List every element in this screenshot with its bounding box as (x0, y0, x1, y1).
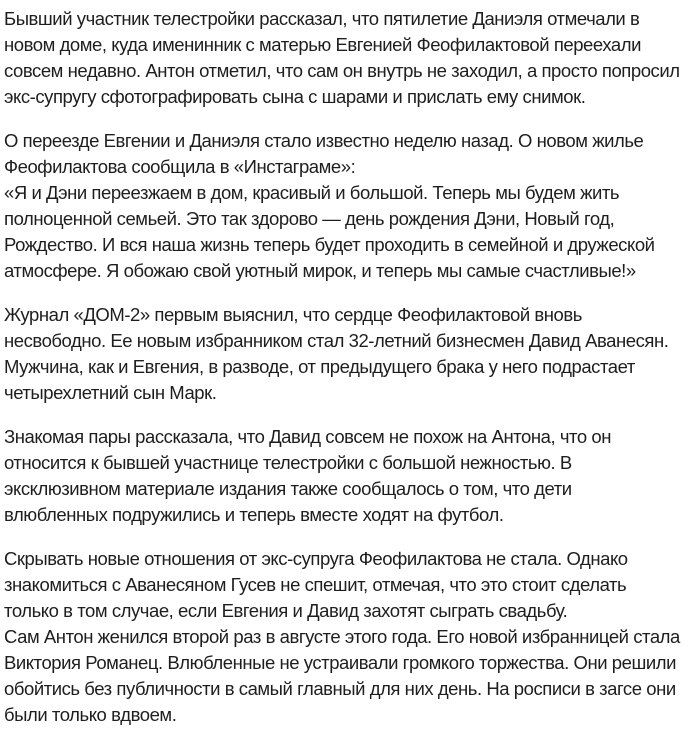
text-line: Журнал «ДОМ-2» первым выяснил, что сердце Феофилактовой вновь (4, 304, 582, 325)
text-line: полноценной семьей. Это так здорово — день рождения Дэни, Новый год, (4, 208, 615, 229)
text-line: Сам Антон женился второй раз в августе этого года. Его новой избранницей стала (4, 626, 680, 647)
paragraph (4, 546, 699, 728)
text-line: Скрывать новые отношения от экс-супруга Феофилактова не стала. Однако (4, 548, 628, 569)
text-line: знакомиться с Аванесяном Гусев не спешит, отмечая, что это стоит сделать (4, 574, 627, 595)
text-line: атмосфере. Я обожаю свой уютный мирок, и теперь мы самые счастливые!» (4, 260, 636, 281)
text-line: только в том случае, если Евгения и Давид захотят сыграть свадьбу. (4, 600, 568, 621)
text-line: были только вдвоем. (4, 704, 177, 725)
paragraph (4, 302, 699, 406)
text-line: О переезде Евгении и Даниэля стало известно неделю назад. О новом жилье (4, 130, 644, 151)
text-line: Феофилактова сообщила в «Инстаграме»: (4, 156, 356, 177)
paragraph (4, 424, 699, 528)
paragraph (4, 6, 699, 110)
text-line: эксклюзивном материале издания также сообщалось о том, что дети (4, 478, 572, 499)
text-line: относится к бывшей участнице телестройки с большой нежностью. В (4, 452, 572, 473)
text-line: влюбленных подружились и теперь вместе ходят на футбол. (4, 504, 504, 525)
text-line: обойтись без публичности в самый главный для них день. На росписи в загсе они (4, 678, 676, 699)
text-line: Рождество. И вся наша жизнь теперь будет проходить в семейной и дружеской (4, 234, 655, 255)
text-line: Виктория Романец. Влюбленные не устраивали громкого торжества. Они решили (4, 652, 676, 673)
text-line: четырехлетний сын Марк. (4, 382, 217, 403)
paragraph (4, 128, 699, 284)
text-line: новом доме, куда именинник с матерью Евгенией Феофилактовой переехали (4, 34, 641, 55)
text-line: несвободно. Ее новым избранником стал 32-летний бизнесмен Давид Аванесян. (4, 330, 669, 351)
text-line: Бывший участник телестройки рассказал, что пятилетие Даниэля отмечали в (4, 8, 640, 29)
text-line: Знакомая пары рассказала, что Давид совсем не похож на Антона, что он (4, 426, 611, 447)
text-line: Мужчина, как и Евгения, в разводе, от предыдущего брака у него подрастает (4, 356, 635, 377)
text-line: экс-супругу сфотографировать сына с шарами и прислать ему снимок. (4, 86, 586, 107)
text-line: «Я и Дэни переезжаем в дом, красивый и большой. Теперь мы будем жить (4, 182, 620, 203)
text-line: совсем недавно. Антон отметил, что сам он внутрь не заходил, а просто попросил (4, 60, 680, 81)
